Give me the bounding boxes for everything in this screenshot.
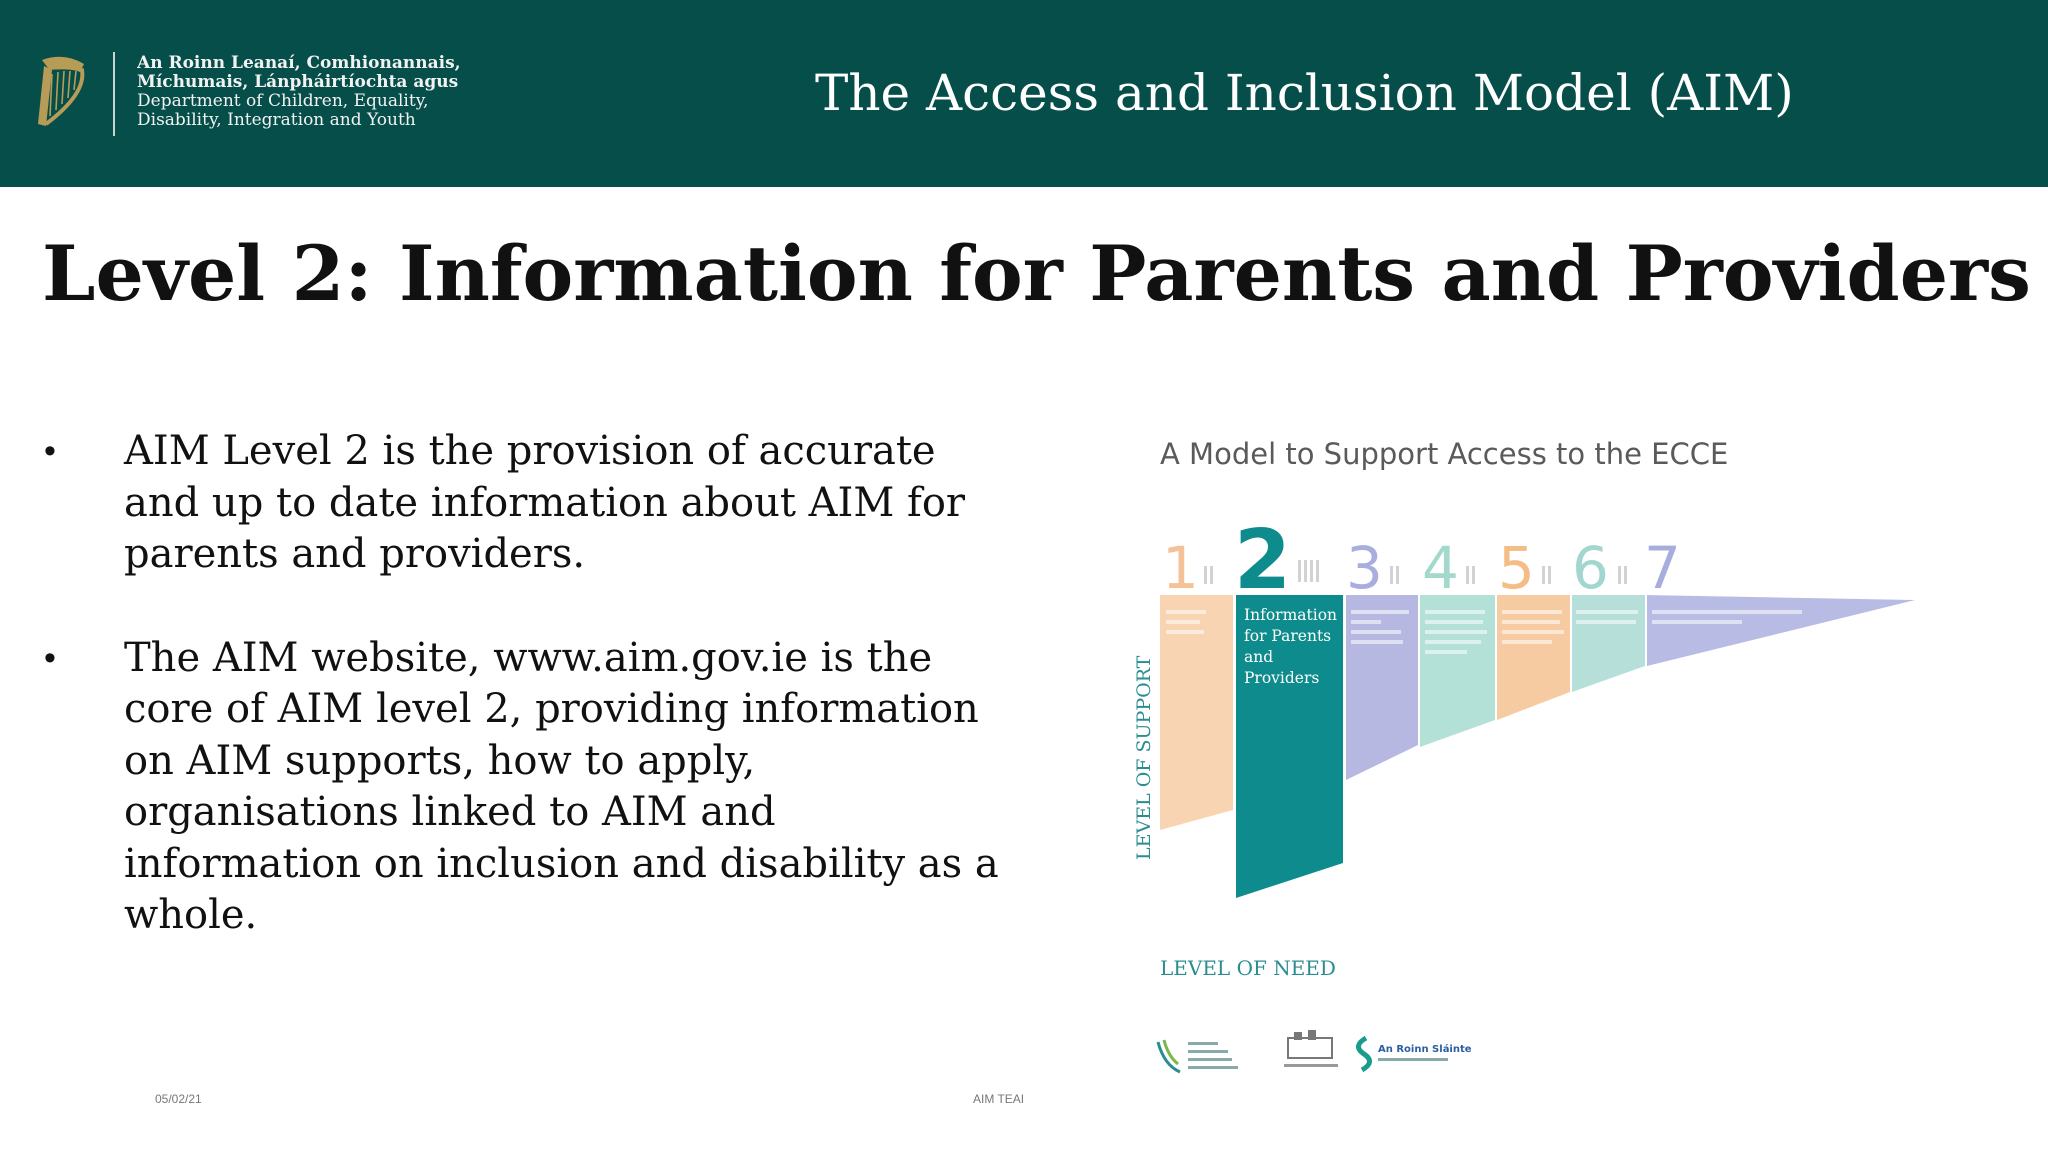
partner-logo-1-icon [1158, 1040, 1238, 1072]
level-2-label-line-2: for Parents [1244, 627, 1332, 645]
level-6-bar [1572, 595, 1645, 692]
level-7-bar [1647, 595, 1915, 666]
page-title: Level 2: Information for Parents and Providers [42, 229, 2031, 318]
level-2-label-line-1: Information [1244, 606, 1338, 624]
level-2-label-line-4: Providers [1244, 669, 1320, 687]
aim-model-graphic [1120, 420, 1940, 1100]
dept-line-4: Disability, Integration and Youth [137, 110, 416, 130]
partner-logo-3-icon [1358, 1038, 1471, 1070]
header-divider [113, 52, 115, 136]
bullet-marker: • [44, 432, 56, 470]
footer-center-text: AIM TEAI [973, 1092, 1025, 1106]
dept-line-2: Míchumais, Lánpháirtíochta agus [137, 72, 459, 92]
bullet-item [42, 633, 1002, 942]
dept-line-3: Department of Children, Equality, [137, 91, 429, 111]
header-title: The Access and Inclusion Model (AIM) [815, 64, 1794, 122]
y-axis-label: LEVEL OF SUPPORT [1133, 655, 1155, 860]
bullet-text: The AIM website, www.aim.gov.ie is the core of AIM level 2, providing information on AIM supports, how to apply, organisations linked to AIM and information on inclusion and disability as a whole. [124, 634, 999, 938]
department-name [137, 54, 467, 130]
level-4-bar [1420, 595, 1495, 747]
level-1-number: 1 [1162, 534, 1199, 602]
level-3-number: 3 [1346, 534, 1383, 602]
bullet-marker: • [44, 638, 56, 677]
x-axis-label: LEVEL OF NEED [1160, 956, 1336, 980]
bullet-item [42, 426, 1002, 581]
bullet-text: AIM Level 2 is the provision of accurate and up to date information about AIM for parents and providers. [124, 428, 966, 577]
header-bar [0, 0, 2048, 187]
model-title: A Model to Support Access to the ECCE [1160, 437, 1729, 471]
partner-logo-2-icon [1284, 1030, 1338, 1067]
level-5-number: 5 [1498, 534, 1535, 602]
harp-logo-icon [30, 54, 94, 134]
level-7-number: 7 [1644, 534, 1681, 602]
level-2-label-line-3: and [1244, 648, 1274, 666]
bullet-list [42, 426, 1002, 994]
level-6-number: 6 [1572, 534, 1609, 602]
level-4-number: 4 [1422, 534, 1459, 602]
partner-logo-3-text: An Roinn Sláinte [1378, 1044, 1472, 1055]
dept-line-1: An Roinn Leanaí, Comhionannais, [137, 54, 461, 73]
level-2-number: 2 [1234, 513, 1292, 608]
footer-date: 05/02/21 [155, 1092, 202, 1106]
